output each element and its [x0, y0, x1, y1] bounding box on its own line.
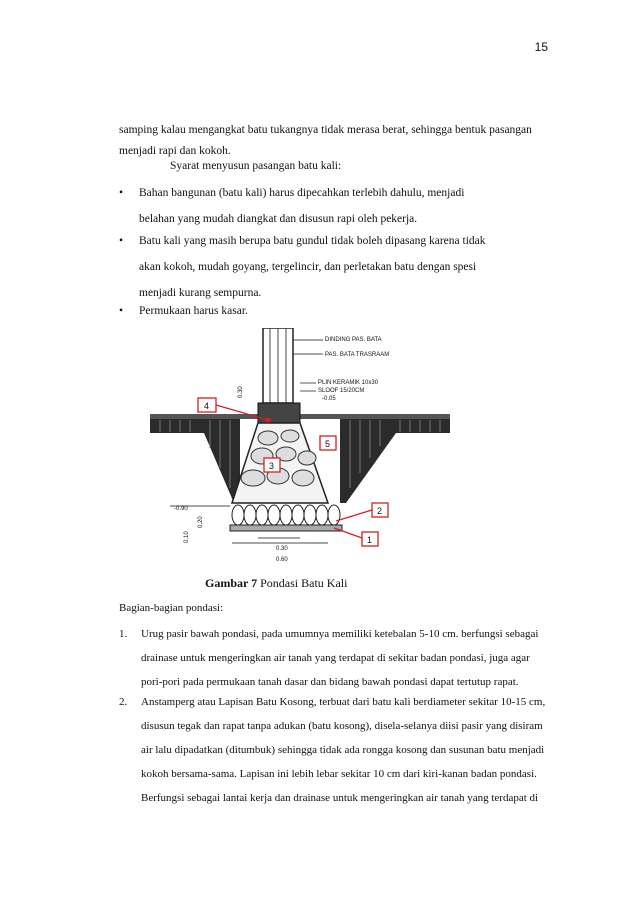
- bullet-line: menjadi kurang sempurna.: [139, 287, 262, 299]
- ground-right: [340, 418, 450, 503]
- syarat-heading: Syarat menyusun pasangan batu kali:: [170, 160, 342, 172]
- section-title: Bagian-bagian pondasi:: [119, 602, 224, 614]
- label-dim-bottom: 0.60: [276, 557, 288, 563]
- bullet-line: Bahan bangunan (batu kali) harus dipecahkan terlebih dahulu, menjadi: [139, 187, 465, 199]
- label-dim-side1: 0.30: [238, 386, 244, 398]
- bullet-icon: •: [119, 187, 124, 199]
- sand-layer: [230, 525, 342, 531]
- callout-4: 4: [204, 401, 210, 411]
- item-line: Berfungsi sebagai lantai kerja dan drainase untuk mengeringkan air tanah yang terdapat di: [141, 792, 539, 804]
- bullet-line: Permukaan harus kasar.: [139, 305, 248, 317]
- list-item: [119, 690, 549, 810]
- intro-paragraph: [119, 120, 549, 162]
- page-number: 15: [534, 40, 548, 54]
- label-dim-top: 0.30: [276, 546, 288, 552]
- intro-line-2: menjadi rapi dan kokoh.: [119, 145, 231, 157]
- label-dim-side2: 0.10: [184, 531, 190, 543]
- bullet-icon: •: [119, 305, 124, 317]
- foundation-figure: [150, 328, 450, 563]
- caption-label: Gambar 7: [205, 576, 258, 590]
- figure-caption: [205, 576, 347, 591]
- list-item: [119, 622, 549, 694]
- item-line: disusun tegak dan rapat tanpa adukan (batu kosong), disela-selanya diisi pasir yang disiram: [141, 720, 543, 732]
- label-level1: -0.05: [322, 396, 336, 402]
- label-level2: -0.90: [174, 506, 188, 512]
- bullet-line: akan kokoh, mudah goyang, tergelincir, dan perletakan batu dengan spesi: [139, 261, 477, 273]
- bullet-icon: •: [119, 235, 124, 247]
- bullet-line: belahan yang mudah diangkat dan disusun rapi oleh pekerja.: [139, 213, 418, 225]
- intro-line-1: samping kalau mengangkat batu tukangnya tidak merasa berat, sehingga bentuk pasangan: [119, 124, 532, 136]
- item-line: Urug pasir bawah pondasi, pada umumnya memiliki ketebalan 5-10 cm. berfungsi sebagai: [141, 628, 539, 640]
- label-dim-side3: 0.20: [198, 516, 204, 528]
- ground-left: [150, 418, 240, 503]
- callout-1: 1: [367, 535, 373, 545]
- caption-title: Pondasi Batu Kali: [260, 576, 348, 590]
- label-dinding: DINDING PAS. BATA: [325, 337, 382, 343]
- item-line: drainase untuk mengeringkan air tanah yang terdapat di sekitar badan pondasi, juga agar: [141, 652, 530, 664]
- foundation-diagram: [150, 328, 450, 563]
- label-trasraam: PAS. BATA TRASRAAM: [325, 352, 390, 358]
- item-number: 1.: [119, 628, 128, 640]
- bullet-item: [119, 180, 549, 232]
- item-line: pori-pori pada permukaan tanah dasar dan bidang bawah pondasi dapat tertutup rapat.: [141, 676, 519, 688]
- label-sloof: SLOOF 15/20CM: [318, 388, 365, 394]
- label-plin: PLIN KERAMIK 10x30: [318, 380, 379, 386]
- bullet-item: [119, 298, 549, 324]
- bullet-item: [119, 228, 549, 306]
- bullet-line: Batu kali yang masih berupa batu gundul tidak boleh dipasang karena tidak: [139, 235, 486, 247]
- item-number: 2.: [119, 696, 128, 708]
- callout-2: 2: [377, 506, 383, 516]
- item-line: Anstamperg atau Lapisan Batu Kosong, terbuat dari batu kali berdiameter sekitar 10-15 cm,: [141, 696, 546, 708]
- sloof: [258, 403, 300, 423]
- item-line: air lalu dipadatkan (ditumbuk) sehingga tidak ada rongga kosong dan susunan batu menjadi: [141, 744, 545, 756]
- callout-3: 3: [269, 461, 275, 471]
- callout-5: 5: [325, 439, 331, 449]
- item-line: kokoh bersama-sama. Lapisan ini lebih lebar sekitar 10 cm dari kiri-kanan badan pondasi.: [141, 768, 537, 780]
